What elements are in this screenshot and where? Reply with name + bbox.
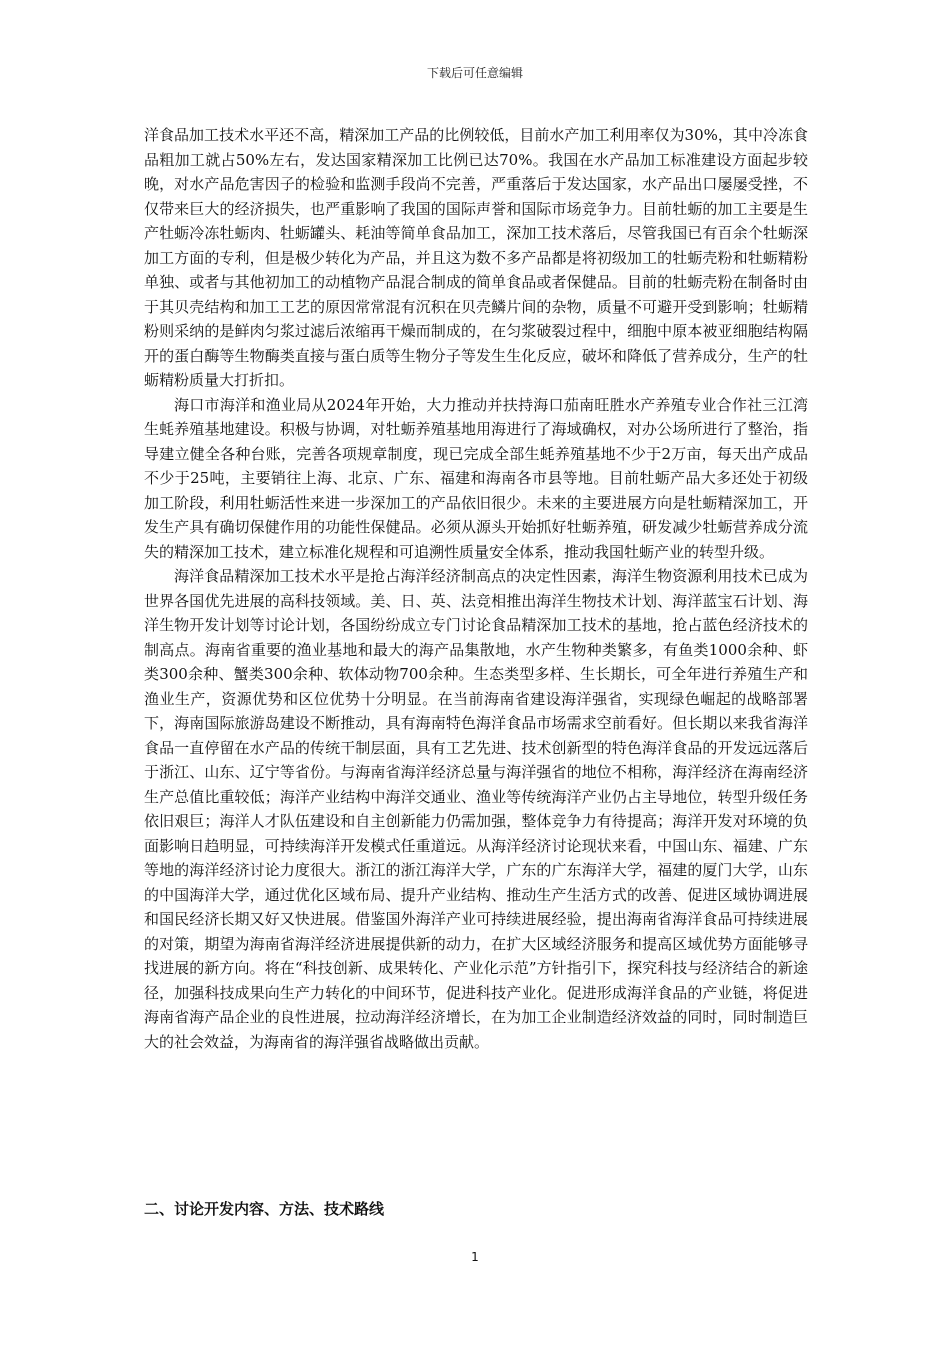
page-header: 下载后可任意编辑 [426, 66, 523, 80]
section-heading: 二、讨论开发内容、方法、技术路线 [144, 1200, 385, 1218]
page-number: 1 [471, 1250, 479, 1264]
paragraph-3: 海洋食品精深加工技术水平是抢占海洋经济制高点的决定性因素，海洋生物资源利用技术已成为世界各国优先进展的高科技领域。美、日、英、法竞相推出海洋生物技术计划、海洋蓝宝石计划、海洋生物开发计划等讨论计划，各国纷纷成立专门讨论食品精深加工技术的基地，抢占蓝色经济技术的制高点。海南省重要的渔业基地和最大的海产品集散地，水产生物种类繁多，有鱼类1000余种、虾类300余种、蟹类300余种、软体动物700余种。生态类型多样、生长期长，可全年进行养殖生产和渔业生产，资源优势和区位优势十分明显。在当前海南省建设海洋强省，实现绿色崛起的战略部署下，海南国际旅游岛建设不断推动，具有海南特色海洋食品市场需求空前看好。但长期以来我省海洋食品一直停留在水产品的传统干制层面，具有工艺先进、技术创新型的特色海洋食品的开发远远落后于浙江、山东、辽宁等省份。与海南省海洋经济总量与海洋强省的地位不相称，海洋经济在海南经济生产总值比重较低；海洋产业结构中海洋交通业、渔业等传统海洋产业仍占主导地位，转型升级任务依旧艰巨；海洋人才队伍建设和自主创新能力仍需加强，整体竞争力有待提高；海洋开发对环境的负面影响日趋明显，可持续海洋开发模式任重道远。从海洋经济讨论现状来看，中国山东、福建、广东等地的海洋经济讨论力度很大。浙江的浙江海洋大学，广东的广东海洋大学，福建的厦门大学，山东的中国海洋大学，通过优化区域布局、提升产业结构、推动生产生活方式的改善、促进区域协调进展和国民经济长期又好又快进展。借鉴国外海洋产业可持续进展经验，提出海南省海洋食品可持续进展的对策，期望为海南省海洋经济进展提供新的动力，在扩大区域经济服务和提高区域优势方面能够寻找进展的新方向。将在“科技创新、成果转化、产业化示范”方针指引下，探究科技与经济结合的新途径，加强科技成果向生产力转化的中间环节，促进科技产业化。促进形成海洋食品的产业链，将促进海南省海产品企业的良性进展，拉动海洋经济增长，在为加工企业制造经济效益的同时，同时制造巨大的社会效益，为海南省的海洋强省战略做出贡献。 [144, 567, 808, 1051]
paragraph-1: 洋食品加工技术水平还不高，精深加工产品的比例较低，目前水产加工利用率仅为30%，其中冷冻食品粗加工就占50%左右，发达国家精深加工比例已达70%。我国在水产品加工标准建设方面起步较晚，对水产品危害因子的检验和监测手段尚不完善，严重落后于发达国家，水产品出口屡屡受挫，不仅带来巨大的经济损失，也严重影响了我国的国际声誉和国际市场竞争力。目前牡蛎的加工主要是生产牡蛎冷冻牡蛎肉、牡蛎罐头、耗油等简单食品加工，深加工技术落后，尽管我国已有百余个牡蛎深加工方面的专利，但是极少转化为产品，并且这为数不多产品都是将初级加工的牡蛎壳粉和牡蛎精粉单独、或者与其他初加工的动植物产品混合制成的简单食品或者保健品。目前的牡蛎壳粉在制备时由于其贝壳结构和加工工艺的原因常常混有沉积在贝壳鳞片间的杂物，质量不可避开受到影响；牡蛎精粉则采纳的是鲜肉匀浆过滤后浓缩再干燥而制成的，在匀浆破裂过程中，细胞中原本被亚细胞结构隔开的蛋白酶等生物酶类直接与蛋白质等生物分子等发生生化反应，破坏和降低了营养成分，生产的牡蛎精粉质量大打折扣。 [144, 126, 808, 389]
document-body [144, 123, 808, 1054]
paragraph-2: 海口市海洋和渔业局从2024年开始，大力推动并扶持海口茄南旺胜水产养殖专业合作社三江湾生蚝养殖基地建设。积极与协调，对牡蛎养殖基地用海进行了海域确权，对办公场所进行了整治，指导建立健全各种台账，完善各项规章制度，现已完成全部生蚝养殖基地不少于2万亩，每天出产成品不少于25吨，主要销往上海、北京、广东、福建和海南各市县等地。目前牡蛎产品大多还处于初级加工阶段，利用牡蛎活性来进一步深加工的产品依旧很少。未来的主要进展方向是牡蛎精深加工，开发生产具有确切保健作用的功能性保健品。必须从源头开始抓好牡蛎养殖，研发减少牡蛎营养成分流失的精深加工技术，建立标准化规程和可追溯性质量安全体系，推动我国牡蛎产业的转型升级。 [144, 395, 808, 561]
